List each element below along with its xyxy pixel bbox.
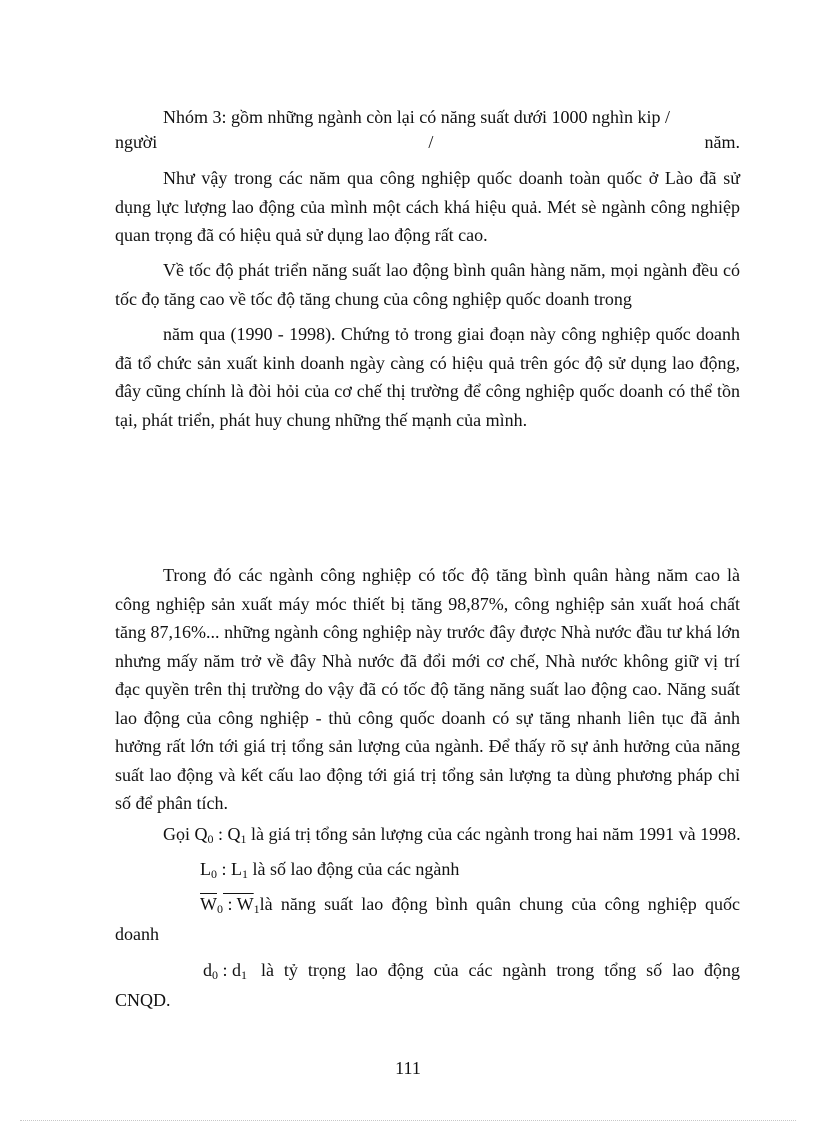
word-nam: năm. xyxy=(704,132,740,152)
paragraph-nhom3: Nhóm 3: gồm những ngành còn lại có năng suất dưới 1000 nghìn kip / xyxy=(163,107,670,127)
definition-d: $d_0$ : $d_1$ là tỷ trọng lao động của các ngành trong tổng số lao động xyxy=(203,960,740,982)
paragraph-trong-do: Trong đó các ngành công nghiệp có tốc độ tăng bình quân hàng năm cao là công nghiệp sản xuất máy móc thiết bị tăng 98,87%, công nghiệp sản xuất hoá chất tăng 87,16%... những ngành công nghiệp này trước đây được Nhà nước đầu tư khá lớn nhưng mấy năm trở về đây Nhà nước đã đổi mới cơ chế, Nhà nước không giữ vị trí đạc quyền trên thị trường do vậy đã có tốc độ tăng năng suất lao động cao. Năng suất lao động của công nghiệp - thủ công quốc doanh có sự tăng nhanh liên tục đã ảnh hưởng rất lớn tới giá trị tổng sản lượng của ngành. Để thấy rõ sự ảnh hưởng của năng suất lao động và kết cấu lao động tới giá trị tổng sản lượng ta dùng phương pháp chỉ số để phân tích. xyxy=(115,565,740,813)
slash: / xyxy=(428,132,434,152)
w-bar-symbol: $\overline{W}$ xyxy=(200,894,217,914)
definition-w: $\overline{W}_0$ : $W_1$ là năng suất lao động bình quân chung của công nghiệp quốc xyxy=(200,894,740,916)
paragraph-toc-do-part2: năm qua (1990 - 1998). Chứng tỏ trong giai đoạn này công nghiệp quốc doanh đã tổ chức sản xuất kinh doanh ngày càng có hiệu quả trên góc độ sử dụng lao động, đây cũng chính là đòi hỏi của cơ chế thị trường để công nghiệp quốc doanh có thể tồn tại, phát triển, phát huy chung những thế mạnh của mình. xyxy=(115,324,740,430)
paragraph-nhom3-continuation xyxy=(115,132,740,153)
bottom-divider xyxy=(20,1120,796,1121)
definition-q: Gọi $Q_0$ : $Q_1$ là giá trị tổng sản lượng của các ngành trong hai năm 1991 và 1998. xyxy=(163,824,741,846)
definition-w-continuation: doanh xyxy=(115,924,159,944)
definition-l: $L_0$ : $L_1$ là số lao động của các ngành xyxy=(200,859,460,881)
paragraph-hieu-qua: Như vậy trong các năm qua công nghiệp quốc doanh toàn quốc ở Lào đã sử dụng lực lượng lao động của mình một cách khá hiệu quả. Mét sè ngành công nghiệp quan trọng đã có hiệu quả sử dụng lao động rất cao. xyxy=(115,168,740,245)
word-nguoi: người xyxy=(115,132,158,152)
paragraph-toc-do-part1: Về tốc độ phát triển năng suất lao động bình quân hàng năm, mọi ngành đều có tốc đọ tăng cao về tốc độ tăng chung của công nghiệp quốc doanh trong xyxy=(115,260,740,309)
definition-d-continuation: CNQD. xyxy=(115,990,171,1010)
page-number: 111 xyxy=(395,1058,421,1078)
